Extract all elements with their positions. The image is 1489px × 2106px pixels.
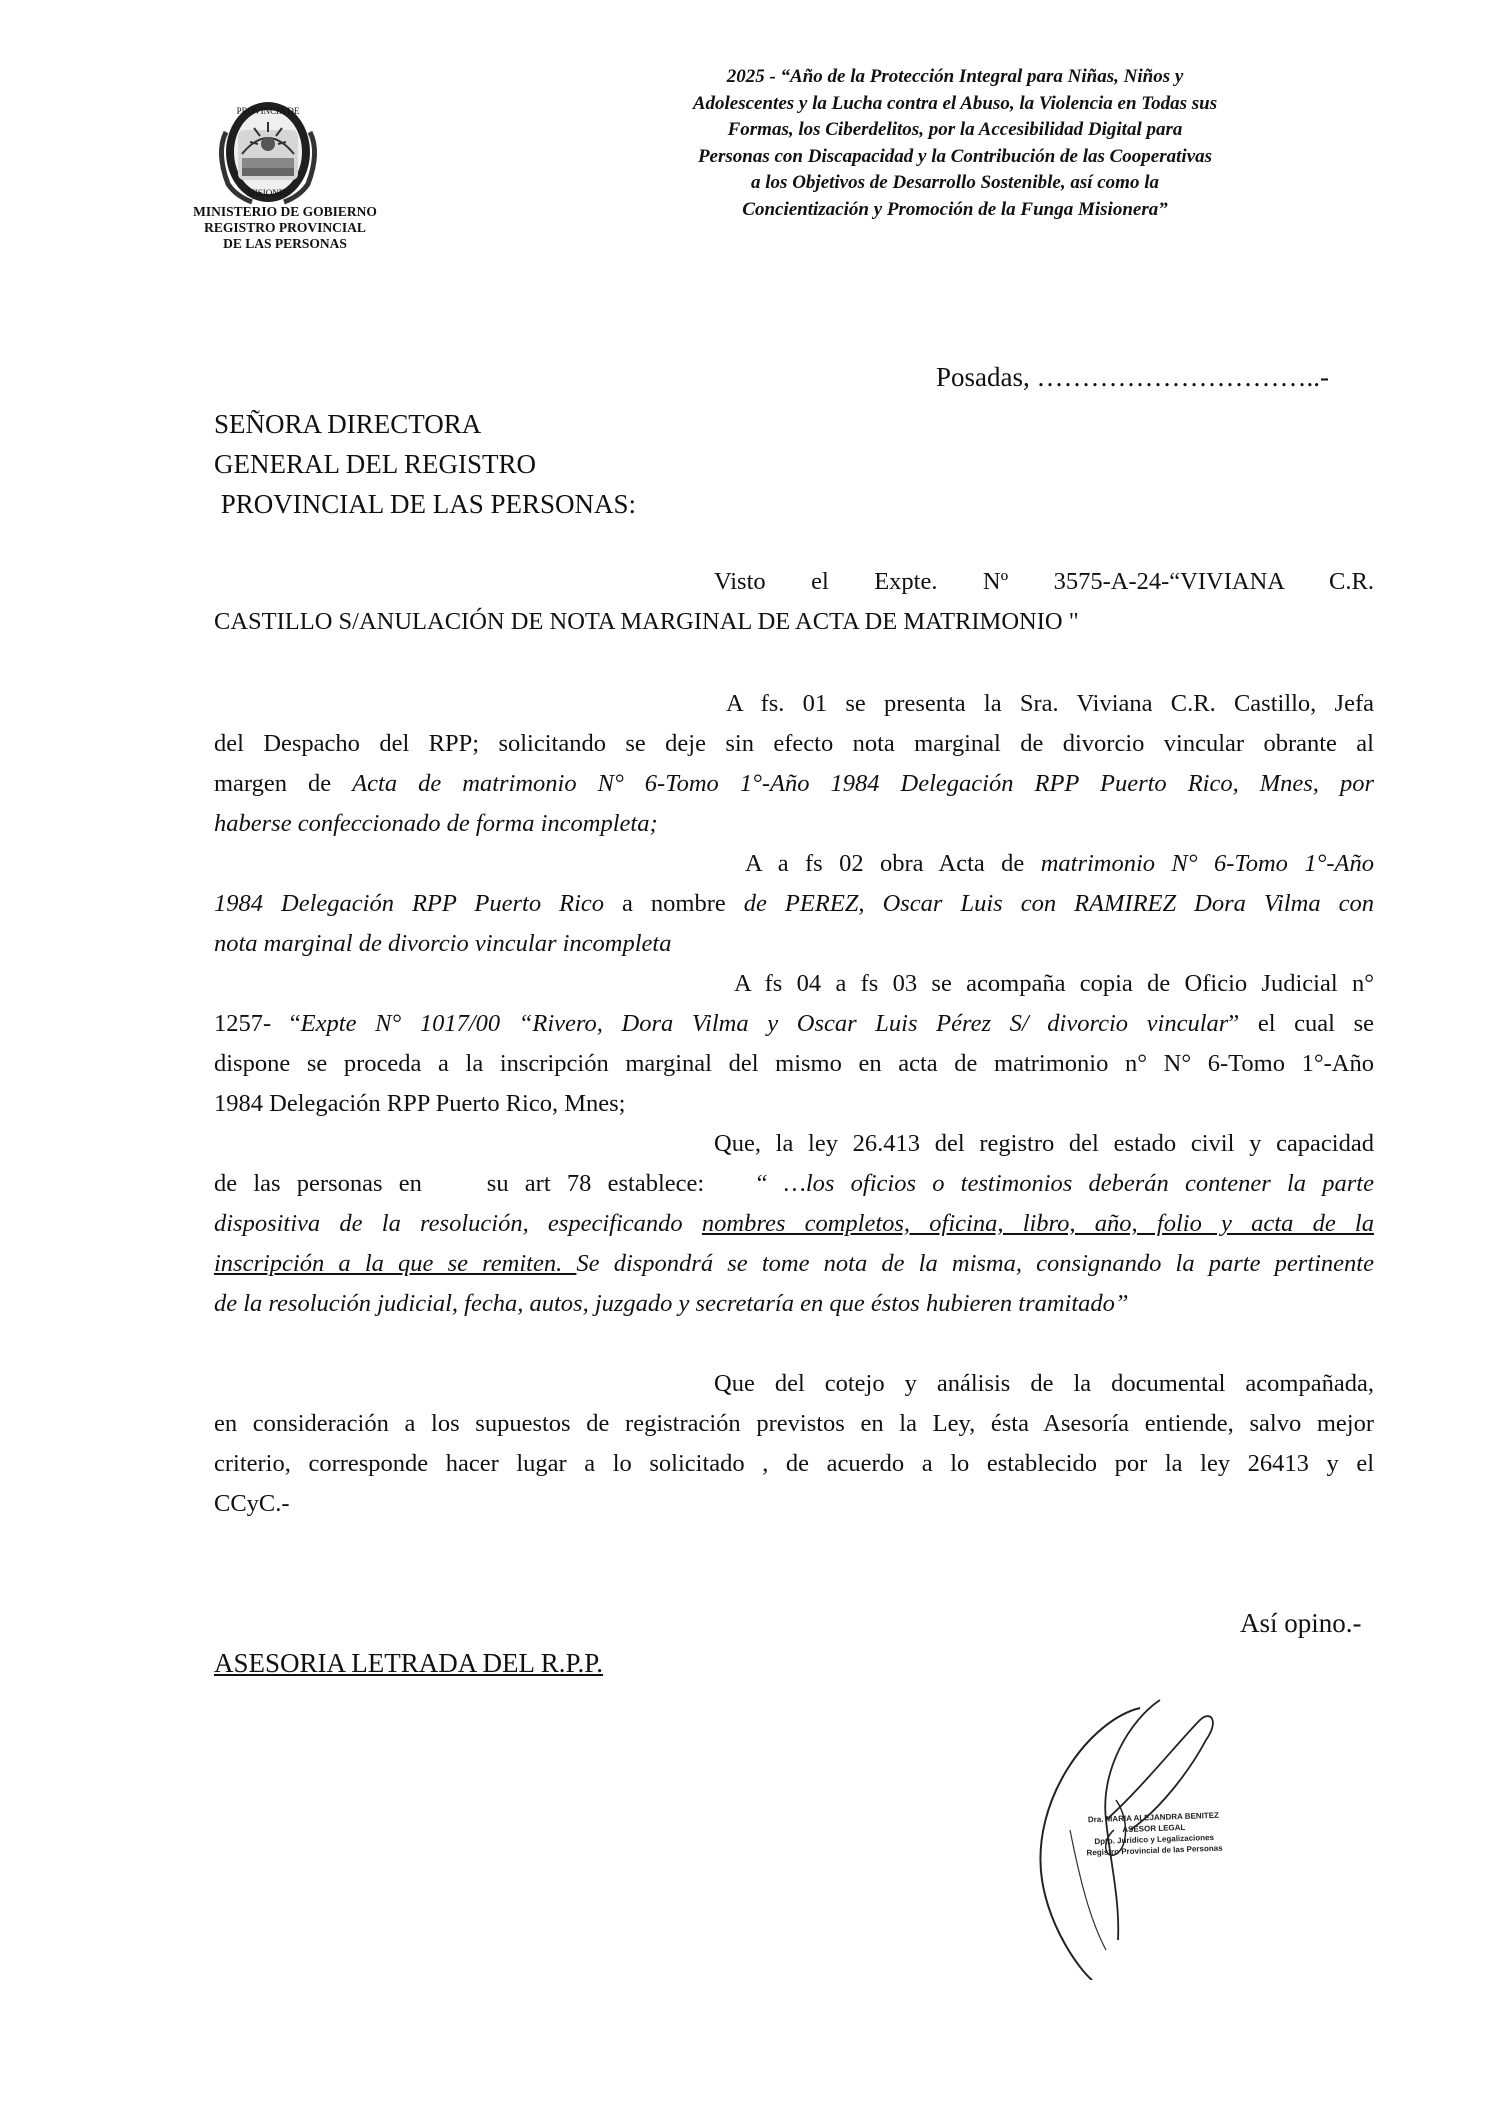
place-date: Posadas, …………………………..- (936, 362, 1329, 392)
ministry-line: MINISTERIO DE GOBIERNO (193, 204, 377, 219)
p1-text: margen de (214, 770, 353, 797)
p3-text: 1257- “ (214, 1010, 301, 1037)
motto-line: Formas, los Ciberdelitos, por la Accesibilidad Digital para (727, 119, 1183, 140)
ministry-line: DE LAS PERSONAS (223, 236, 347, 251)
year-motto (595, 64, 1315, 223)
stamp-line: Dra. MARIA ALEJANDRA BENITEZ (1087, 1810, 1220, 1825)
p3-line-4: 1984 Delegación RPP Puerto Rico, Mnes; (214, 1090, 626, 1117)
p2-text: A a fs 02 obra Acta de (745, 850, 1041, 877)
p1-text: A fs. 01 se presenta la Sra. Viviana C.R. Castillo, Jefa (726, 690, 1374, 717)
office-signature-line: ASESORIA LETRADA DEL R.P.P. (214, 1648, 604, 1678)
motto-line: Personas con Discapacidad y la Contribución de las Cooperativas (697, 145, 1213, 167)
seal-bottom-text: MISIONES (246, 188, 290, 198)
p4-line-1 (214, 1124, 1374, 1164)
p5-text: Que del cotejo y análisis de la documental acompañada, (714, 1370, 1374, 1397)
p1-line-3 (214, 764, 1374, 804)
stamp-line: Registro Provincial de las Personas (1086, 1843, 1223, 1858)
p2-line-2 (214, 884, 1374, 924)
p1-line-1 (214, 684, 1374, 724)
misiones-seal-logo (212, 92, 324, 208)
motto-line: 2025 - “Año de la Protección Integral para Niñas, Niños y (726, 66, 1184, 87)
recipient-line: GENERAL DEL REGISTRO (214, 449, 536, 479)
subject-line-2: CASTILLO S/ANULACIÓN DE NOTA MARGINAL DE ACTA DE MATRIMONIO " (214, 608, 1079, 635)
p2-italic: 1984 Delegación RPP Puerto Rico (214, 890, 605, 917)
p4-underlined: inscripción a la que se remiten. (214, 1250, 577, 1277)
p3-italic: Expte N° 1017/00 “Rivero, Dora Vilma y Oscar Luis Pérez S/ divorcio vincular (300, 1010, 1229, 1037)
p1-line-2: del Despacho del RPP; solicitando se deje sin efecto nota marginal de divorcio vincular obrante al (214, 730, 1374, 757)
subject-line-1 (214, 562, 1374, 602)
signature-stamp (1063, 1809, 1244, 1859)
p4-line-2 (214, 1164, 1374, 1204)
motto-line: Adolescentes y la Lucha contra el Abuso, la Violencia en Todas sus (692, 92, 1218, 114)
subject-text: Visto el Expte. Nº 3575-A-24-“VIVIANA C.R. (714, 568, 1374, 595)
recipient-block (214, 404, 636, 524)
ministry-header (180, 204, 390, 252)
p3-line-3: dispone se proceda a la inscripción marginal del mismo en acta de matrimonio n° N° 6-Tomo 1°-Año (214, 1050, 1374, 1077)
motto-line: a los Objetivos de Desarrollo Sostenible, así como la (751, 172, 1159, 193)
p3-line-1 (214, 964, 1374, 1004)
p4-text: de las personas en su art 78 establece: (214, 1170, 705, 1197)
p5-line-2: en consideración a los supuestos de registración previstos en la Ley, ésta Asesoría entiende, salvo mejor (214, 1410, 1374, 1437)
p4-line-3 (214, 1204, 1374, 1244)
p4-italic: Se dispondrá se tome nota de la misma, consignando la parte pertinente (576, 1250, 1374, 1277)
p4-italic: dispositiva de la resolución, especificando (214, 1210, 702, 1237)
p4-text: Que, la ley 26.413 del registro del estado civil y capacidad (714, 1130, 1374, 1157)
p5-line-3: criterio, corresponde hacer lugar a lo solicitado , de acuerdo a lo establecido por la ley 26413 y el (214, 1450, 1374, 1477)
seal-top-text: PROVINCIA DE (236, 106, 300, 116)
recipient-line: SEÑORA DIRECTORA (214, 409, 482, 439)
p5-line-4: CCyC.- (214, 1490, 290, 1517)
p1-italic: Acta de matrimonio N° 6-Tomo 1°-Año 1984 Delegación RPP Puerto Rico, Mnes, por (352, 770, 1374, 797)
p2-text: a nombre (604, 890, 744, 917)
motto-line: Concientización y Promoción de la Funga Misionera” (742, 198, 1168, 220)
p2-line-3: nota marginal de divorcio vincular incompleta (214, 930, 672, 957)
recipient-line: PROVINCIAL DE LAS PERSONAS: (214, 489, 637, 519)
p3-text: A fs 04 a fs 03 se acompaña copia de Oficio Judicial n° (734, 970, 1374, 997)
stamp-line: ASESOR LEGAL (1122, 1822, 1186, 1835)
ministry-line: REGISTRO PROVINCIAL (204, 220, 366, 235)
p3-line-2 (214, 1004, 1374, 1044)
subject-paragraph (214, 562, 1374, 642)
p5-line-1 (214, 1364, 1374, 1404)
p2-line-1 (214, 844, 1374, 884)
p2-italic: matrimonio N° 6-Tomo 1°-Año (1040, 850, 1374, 877)
closing-statement: Así opino.- (1240, 1608, 1362, 1638)
body-text (214, 684, 1374, 1524)
p2-italic: de PEREZ, Oscar Luis con RAMIREZ Dora Vilma con (743, 890, 1374, 917)
p3-text: ” el cual se (1228, 1010, 1374, 1037)
p4-line-5: de la resolución judicial, fecha, autos, juzgado y secretaría en que éstos hubieren tramitado” (214, 1290, 1129, 1317)
stamp-line: Dpto. Jurídico y Legalizaciones (1094, 1832, 1215, 1847)
p4-line-4 (214, 1244, 1374, 1284)
p4-italic: “ …los oficios o testimonios deberán contener la parte (754, 1170, 1374, 1197)
blank-line (214, 1324, 1374, 1364)
p1-line-4: haberse confeccionado de forma incompleta; (214, 810, 658, 837)
p4-underlined: nombres completos, oficina, libro, año, folio y acta de la (701, 1210, 1374, 1237)
